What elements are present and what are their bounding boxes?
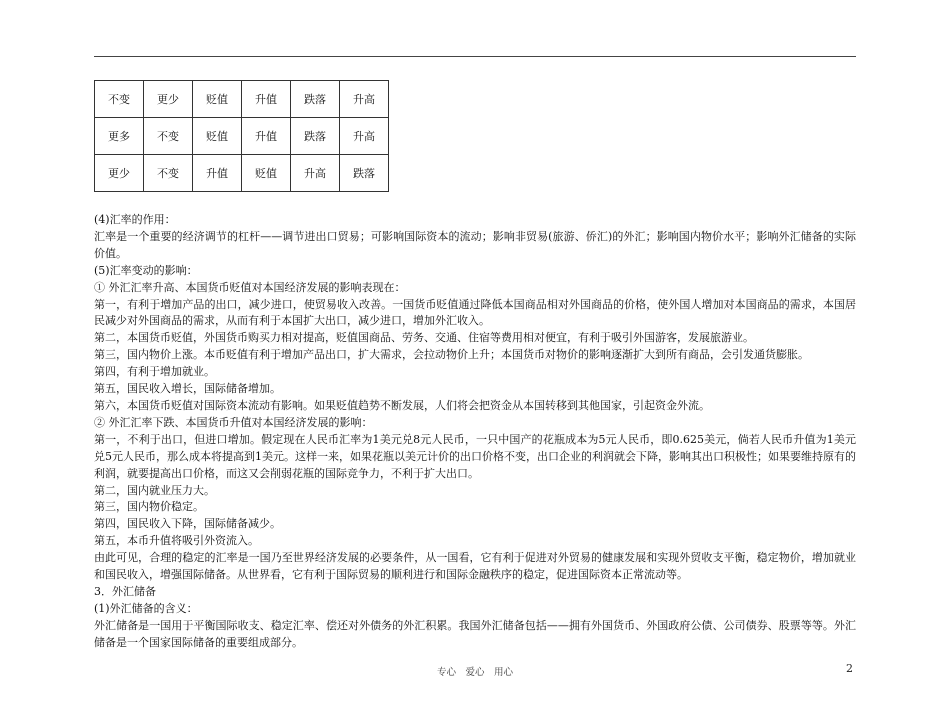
table-cell: 贬值	[242, 155, 291, 192]
header-rule	[94, 56, 856, 57]
section-heading: (5)汇率变动的影响：	[94, 263, 198, 277]
table-cell: 贬值	[193, 81, 242, 118]
table-cell: 跌落	[340, 155, 389, 192]
table-cell: 跌落	[291, 81, 340, 118]
paragraph: 第四，有利于增加就业。	[94, 365, 215, 379]
table-cell: 更少	[144, 81, 193, 118]
table-row	[95, 81, 389, 118]
subsection-heading: ① 外汇汇率升高、本国货币贬值对本国经济发展的影响表现在：	[94, 280, 406, 294]
table-cell: 升高	[291, 155, 340, 192]
page-number: 2	[846, 662, 853, 675]
exchange-rate-table	[94, 80, 389, 192]
paragraph: 第五，本币升值将吸引外资流入。	[94, 534, 259, 548]
table-cell: 升值	[242, 118, 291, 155]
paragraph: 第一，有利于增加产品的出口，减少进口，使贸易收入改善。一国货币贬值通过降低本国商品相对外国商品的价格，使外国人增加对本国商品的需求，本国居民减少对外国商品的需求，从而有利于本国扩大出口，减少进口，增加外汇收入。	[94, 297, 856, 328]
table-row	[95, 118, 389, 155]
table-cell: 不变	[144, 118, 193, 155]
paragraph: 第三，国内物价稳定。	[94, 500, 204, 514]
paragraph: 第五，国民收入增长，国际储备增加。	[94, 382, 281, 396]
paragraph: 汇率是一个重要的经济调节的杠杆——调节进出口贸易；可影响国际资本的流动；影响非贸易(旅游、侨汇)的外汇；影响国内物价水平；影响外汇储备的实际价值。	[94, 229, 856, 260]
table-cell: 跌落	[291, 118, 340, 155]
paragraph: 第二，本国货币贬值，外国货币购买力相对提高，贬值国商品、劳务、交通、住宿等费用相对便宜，有利于吸引外国游客，发展旅游业。	[94, 331, 754, 345]
table-cell: 升值	[242, 81, 291, 118]
table-row	[95, 155, 389, 192]
table-cell: 升高	[340, 81, 389, 118]
paragraph: 第六，本国货币贬值对国际资本流动有影响。如果贬值趋势不断发展，人们将会把资金从本国转移到其他国家，引起资金外流。	[94, 398, 710, 412]
table-cell: 更少	[95, 155, 144, 192]
table-cell: 不变	[144, 155, 193, 192]
subsection-heading: ② 外汇汇率下跌、本国货币升值对本国经济发展的影响：	[94, 415, 373, 429]
paragraph: 第四，国民收入下降，国际储备减少。	[94, 517, 281, 531]
paragraph: 第二，国内就业压力大。	[94, 483, 215, 497]
table-cell: 不变	[95, 81, 144, 118]
section-heading: (4)汇率的作用：	[94, 213, 176, 226]
paragraph: 第三，国内物价上涨。本币贬值有利于增加产品出口，扩大需求，会拉动物价上升；本国货币对物价的影响逐渐扩大到所有商品，会引发通货膨胀。	[94, 348, 809, 362]
paragraph: 由此可见，合理的稳定的汇率是一国乃至世界经济发展的必要条件，从一国看，它有利于促进对外贸易的健康发展和实现外贸收支平衡，稳定物价，增加就业和国民收入，增强国际储备。从世界看，它有利于国际贸易的顺利进行和国际金融秩序的稳定，促进国际资本正常流动等。	[94, 551, 856, 582]
table-cell: 升值	[193, 155, 242, 192]
section-heading: 3．外汇储备	[94, 584, 156, 598]
paragraph: 第一，不利于出口，但进口增加。假定现在人民币汇率为1美元兑8元人民币，一只中国产的花瓶成本为5元人民币，即0.625美元，倘若人民币升值为1美元兑5元人民币，那么成本将提高到1美元。这样一来，如果花瓶以美元计价的出口价格不变，出口企业的利润就会下降，影响其出口积极性；如果要维持原有的利润，就要提高出口价格，而这又会削弱花瓶的国际竞争力，不利于扩大出口。	[94, 432, 856, 480]
section-heading: (1)外汇储备的含义：	[94, 601, 198, 615]
document-body	[94, 212, 856, 652]
table-cell: 更多	[95, 118, 144, 155]
table-cell: 升高	[340, 118, 389, 155]
footer-motto: 专心 爱心 用心	[436, 667, 513, 678]
table-cell: 贬值	[193, 118, 242, 155]
paragraph: 外汇储备是一国用于平衡国际收支、稳定汇率、偿还对外债务的外汇积累。我国外汇储备包括——拥有外国货币、外国政府公债、公司债券、股票等等。外汇储备是一个国家国际储备的重要组成部分。	[94, 618, 856, 649]
